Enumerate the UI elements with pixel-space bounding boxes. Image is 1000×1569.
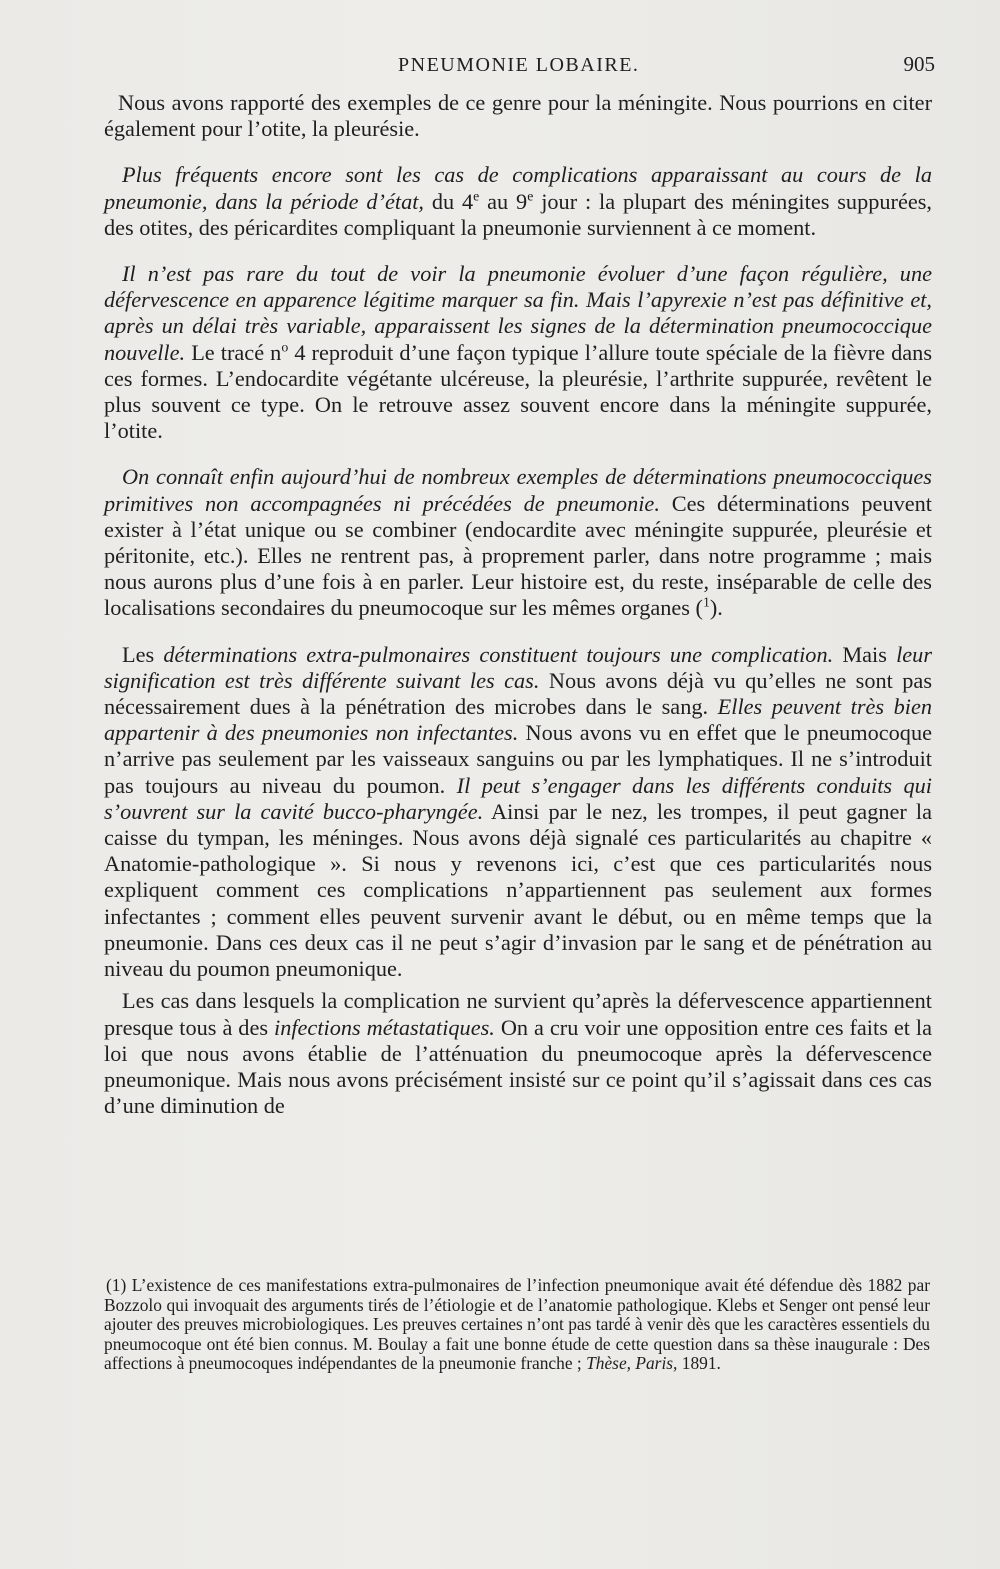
text-run: Nous avons vu en effet que le pneumocoque n’arrive pas seulement par les vaisseaux sanguins ou par les lymphatiques. Il ne s’introduit pas toujours au niveau du poumon. — [104, 720, 932, 798]
text-run: Nous avons déjà vu qu’elles ne sont pas nécessairement dues à la pénétration des microbes dans le sang. — [104, 667, 933, 720]
paragraph-1 — [104, 90, 932, 142]
text-run: jour : la plupart des méningites suppurées, des otites, des péricardites compliquant la pneumonie surviennent à ce moment. — [104, 188, 932, 240]
text-run: On a cru voir une opposition entre ces faits et la loi que nous avons établie de l’atténuation du pneumocoque après la défervescence pneumonique. Mais nous avons précisément insisté sur ce point qu’il s’agissait dans ces cas d’une diminution de — [104, 1014, 932, 1119]
text-run: Nous avons rapporté des exemples de ce genre pour la méningite. Nous pourrions en citer également pour l’otite, la pleurésie. — [104, 90, 932, 142]
superscript: o — [281, 339, 289, 355]
text-run: du 4 — [424, 188, 474, 214]
paragraph-5 — [104, 642, 932, 983]
italic-run: déterminations extra-pulmonaires constituent toujours une complication. — [163, 641, 834, 667]
text-run: L’existence de ces manifestations extra-pulmonaires de l’infection pneumonique avait été défendue dès 1882 par Bozzolo qui invoquait des arguments tirés de l’étiologie et de l’anatomie pathologique. Klebs et Senger ont pensé leur ajouter des preuves microbiologiques. Les preuves certaines n’ont pas tardé à venir dès que les caractères essentiels du pneumocoque ont été bien connus. M. Boulay a fait une bonne étude de cette question dans sa thèse inaugurale : Des affections à pneumocoques indépendantes de la pneumonie franche ; — [104, 1275, 930, 1374]
paragraph-6 — [104, 988, 932, 1119]
text-run: Ces déterminations peuvent exister à l’état unique ou se combiner (endocardite avec méningite suppurée, pleurésie et péritonite, etc.). Elles ne rentrent pas, à proprement parler, dans notre programme ; mais nous aurons plus d’une fois à en parler. Leur histoire est, du reste, inséparable de celle des localisations secondaires du pneumocoque sur les mêmes organes ( — [104, 490, 932, 621]
text-run: Le tracé n — [185, 339, 282, 365]
text-run: Ainsi par le nez, les trompes, il peut gagner la caisse du tympan, les méninges. Nous avons déjà signalé ces particularités au chapitre « Anatomie-pathologique ». Si nous y revenons ici, c’est que ces particularités nous expliquent comment ces complications n’appartiennent pas seulement aux formes infectantes ; comment elles peuvent survenir avant le début, ou en même temps que la pneumonie. Dans ces deux cas il ne peut s’agir d’invasion par le sang et de pénétration au niveau du poumon pneumonique. — [104, 798, 932, 982]
footnote-reference: 1 — [702, 595, 710, 611]
body-text — [104, 90, 932, 1119]
text-run: 1891. — [677, 1353, 721, 1374]
italic-run: infections métastatiques. — [274, 1014, 495, 1040]
superscript: e — [473, 188, 480, 204]
text-run: au 9 — [479, 188, 528, 214]
italic-run: Elles peuvent très bien appartenir à des pneumonies non infectantes. — [104, 694, 932, 746]
footnotes — [104, 1276, 930, 1374]
text-run: Les — [122, 641, 164, 667]
text-run: Mais — [833, 641, 897, 667]
paragraph-3 — [104, 261, 932, 444]
superscript: e — [527, 188, 534, 204]
italic-run: Plus fréquents encore sont les cas de complications apparaissant au cours de la pneumonie, dans la période d’état, — [104, 162, 932, 214]
text-run: ). — [709, 595, 723, 621]
paragraph-2 — [104, 162, 932, 241]
text-run: 4 reproduit d’une façon typique l’allure toute spéciale de la fièvre dans ces formes. L’endocardite végétante ulcéreuse, la pleurésie, l’arthrite suppurée, revêtent le plus souvent ce type. On le retrouve assez souvent encore dans la méningite suppurée, l’otite. — [104, 339, 932, 444]
italic-run: Il n’est pas rare du tout de voir la pneumonie évoluer d’une façon régulière, une défervescence en apparence légitime marquer sa fin. Mais l’apyrexie n’est pas définitive et, après un délai très variable, apparaissent les signes de la détermination pneumococcique nouvelle. — [104, 261, 932, 365]
page-header — [100, 50, 935, 80]
italic-run: leur signification est très différente suivant les cas. — [104, 641, 932, 693]
footnote-1 — [104, 1276, 930, 1374]
italic-run: Thèse, Paris, — [586, 1353, 678, 1374]
running-title: PNEUMONIE LOBAIRE. — [398, 54, 640, 76]
paragraph-4 — [104, 464, 932, 621]
footnote-mark: (1) — [106, 1275, 127, 1295]
italic-run: On connaît enfin aujourd’hui de nombreux exemples de déterminations pneumococciques primitives non accompagnées ni précédées de pneumonie. — [104, 464, 932, 516]
text-run: Les cas dans lesquels la complication ne survient qu’après la défervescence appartiennent presque tous à des — [104, 988, 932, 1040]
italic-run: Il peut s’engager dans les différents conduits qui s’ouvrent sur la cavité bucco-pharyngée. — [104, 772, 933, 824]
page-number: 905 — [903, 52, 935, 76]
